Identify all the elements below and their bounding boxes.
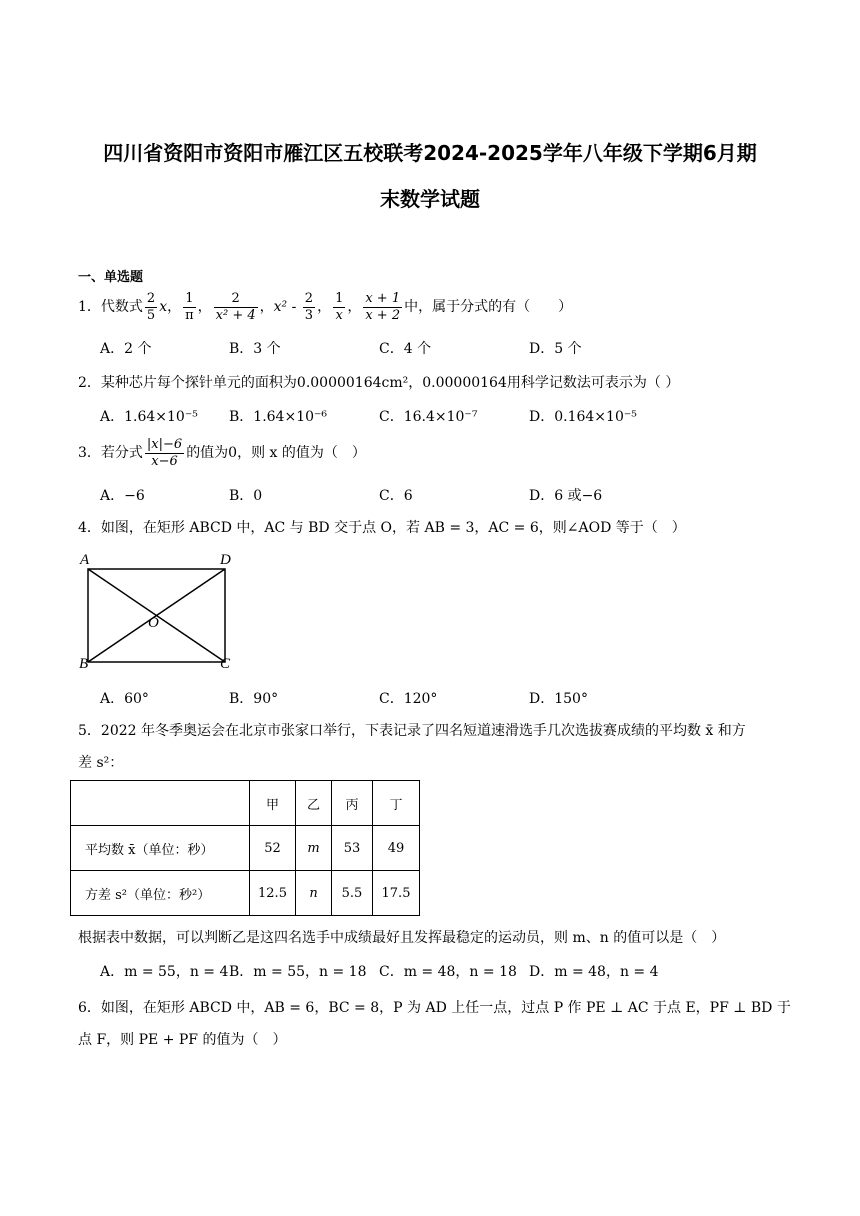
q1-option-d: D．5 个 — [529, 341, 582, 357]
q3-option-b: B．0 — [229, 488, 263, 504]
table-row — [71, 871, 420, 916]
doc-title-line2: 末数学试题 — [380, 187, 480, 211]
table-header-cell: 乙 — [296, 781, 332, 826]
q3-option-c: C．6 — [379, 488, 413, 504]
q1-option-b: B．3 个 — [229, 341, 281, 357]
question-6-line2: 点 F，则 PE + PF 的值为（ ） — [78, 1032, 287, 1048]
q1-fraction-1: $\frac{2}{5}$ — [146, 290, 156, 323]
table-cell: 17.5 — [373, 871, 420, 916]
table-header-cell: 甲 — [250, 781, 296, 826]
q1-fraction-5: $\frac{1}{x}$ — [335, 290, 344, 323]
label-o: O — [148, 615, 159, 631]
table-cell: 5.5 — [332, 871, 373, 916]
q3-fraction: $\frac{|x|-6}{x-6}$ — [146, 436, 183, 469]
question-3 — [78, 436, 366, 470]
q3-option-d: D．6 或−6 — [529, 488, 603, 504]
q5-option-b: B．m = 55，n = 18 — [229, 964, 367, 980]
table-cell: 方差 s²（单位：秒²） — [71, 871, 250, 916]
table-cell: 12.5 — [250, 871, 296, 916]
q1-term-4: x² - — [273, 299, 301, 315]
label-b: B — [79, 656, 89, 672]
label-a: A — [80, 552, 90, 568]
table-cell: 平均数 x̄（单位：秒） — [71, 826, 250, 871]
q4-option-b: B．90° — [229, 691, 279, 707]
q2-option-d: D．0.164×10⁻⁵ — [529, 409, 637, 425]
q4-option-d: D．150° — [529, 691, 588, 707]
q1-var-x: x — [159, 299, 168, 315]
q5-option-c: C．m = 48，n = 18 — [379, 964, 517, 980]
table-header-cell: 丁 — [373, 781, 420, 826]
table-cell: 49 — [373, 826, 420, 871]
q1-option-c: C．4 个 — [379, 341, 432, 357]
table-cell: m — [296, 826, 332, 871]
question-4: 4．如图，在矩形 ABCD 中，AC 与 BD 交于点 O，若 AB = 3，AC = 6，则∠AOD 等于（ ） — [78, 520, 686, 536]
label-d: D — [220, 552, 231, 568]
question-5-after: 根据表中数据，可以判断乙是这四名选手中成绩最好且发挥最稳定的运动员，则 m、n 的值可以是（ ） — [78, 930, 726, 946]
table-header-cell — [71, 781, 250, 826]
q1-option-a: A．2 个 — [100, 341, 152, 357]
table-header-row — [71, 781, 420, 826]
stats-table — [70, 780, 420, 916]
q4-option-a: A．60° — [100, 691, 149, 707]
table-header-cell: 丙 — [332, 781, 373, 826]
q1-prefix: 1．代数式 — [78, 299, 143, 315]
q1-fraction-4: $\frac{2}{3}$ — [304, 290, 314, 323]
section-heading: 一、单选题 — [78, 270, 144, 285]
q3-suffix: 的值为0，则 x 的值为（ ） — [186, 445, 366, 461]
table-cell: 52 — [250, 826, 296, 871]
question-5-line2: 差 s²： — [78, 755, 124, 771]
table-cell: 53 — [332, 826, 373, 871]
label-c: C — [220, 656, 231, 672]
q2-option-b: B．1.64×10⁻⁶ — [229, 409, 328, 425]
q2-option-c: C．16.4×10⁻⁷ — [379, 409, 478, 425]
table-cell: n — [296, 871, 332, 916]
q5-option-d: D．m = 48，n = 4 — [529, 964, 659, 980]
q3-option-a: A．−6 — [100, 488, 145, 504]
question-2: 2．某种芯片每个探针单元的面积为0.00000164cm²，0.00000164用科学记数法可表示为（ ） — [78, 375, 680, 391]
q2-option-a: A．1.64×10⁻⁵ — [100, 409, 198, 425]
q1-fraction-2: $\frac{1}{\pi}$ — [185, 290, 194, 323]
question-5-line1: 5．2022 年冬季奥运会在北京市张家口举行，下表记录了四名短道速滑选手几次选拔赛成绩的平均数 x̄ 和方 — [78, 723, 746, 739]
q4-option-c: C．120° — [379, 691, 438, 707]
q5-option-a: A．m = 55，n = 4 — [100, 964, 229, 980]
question-1: 1．代数式 $\frac{2}{5}$ x， $\frac{1}{\pi}$ ， $\frac{2}{\text{x² + 4}}$ ，x² - $\frac{2}{3}$ ， $\frac{1}{x}$ ， $\frac{x + 1}{x + 2}$ 中，属于分式的有（ ） — [78, 290, 573, 323]
q3-prefix: 3．若分式 — [78, 445, 143, 461]
rectangle-figure — [74, 548, 244, 673]
q1-fraction-3: $\frac{2}{\text{x² + 4}}$ — [215, 290, 256, 323]
doc-title-line1: 四川省资阳市资阳市雁江区五校联考2024-2025学年八年级下学期6月期 — [103, 141, 757, 165]
q1-suffix: 中，属于分式的有（ ） — [404, 299, 573, 315]
q1-fraction-6: $\frac{x + 1}{x + 2}$ — [365, 290, 401, 323]
table-row — [71, 826, 420, 871]
question-6-line1: 6．如图，在矩形 ABCD 中，AB = 6，BC = 8，P 为 AD 上任一点，过点 P 作 PE ⊥ AC 于点 E，PF ⊥ BD 于 — [78, 1000, 791, 1016]
